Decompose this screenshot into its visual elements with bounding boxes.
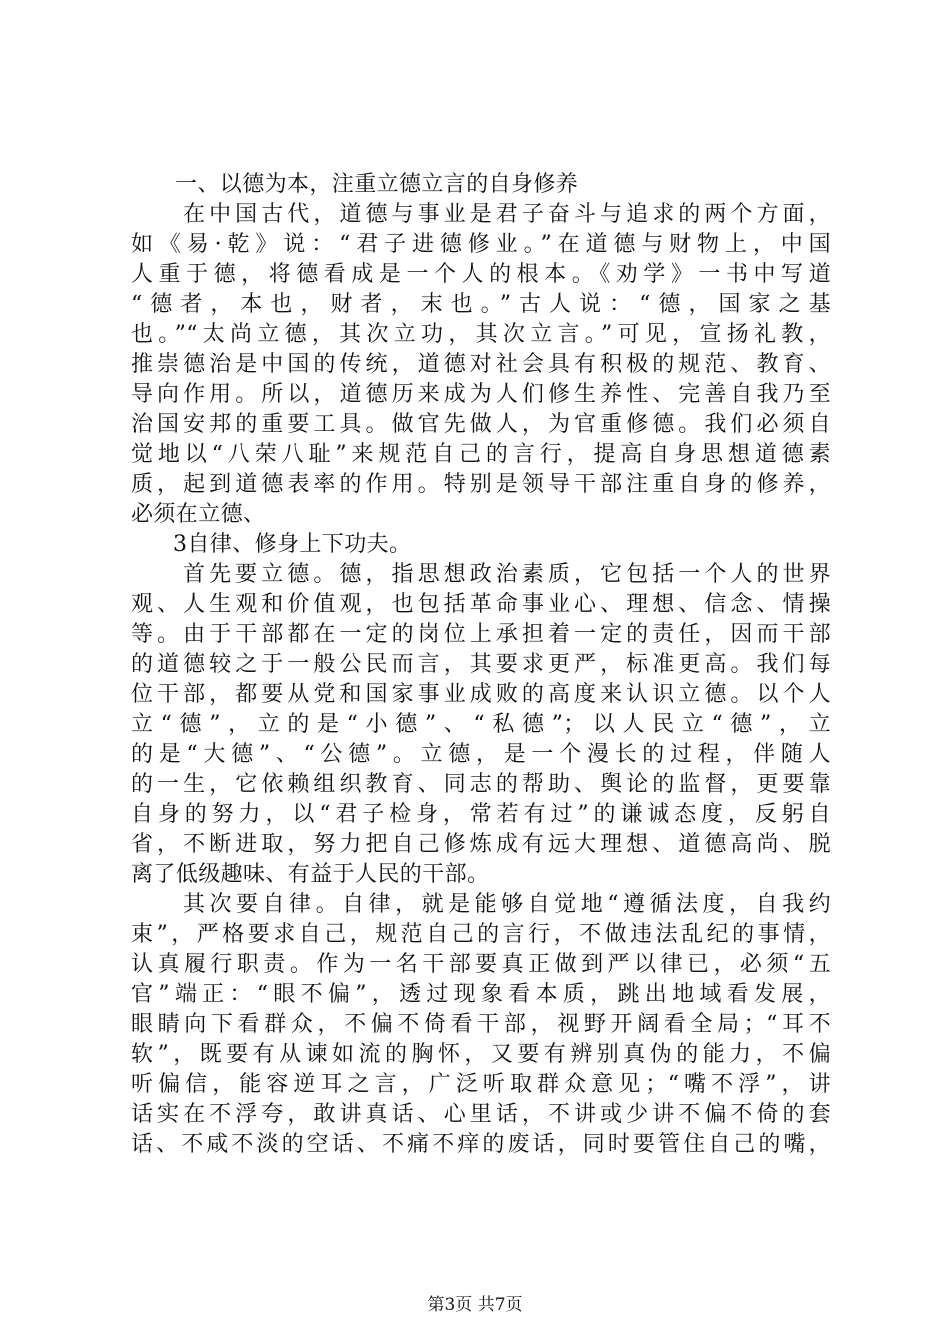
text-line: 必须在立德、 (131, 502, 266, 527)
text-line: 3自律、修身上下功夫。 (173, 532, 412, 557)
text-line: 观、人生观和价值观，也包括革命事业心、理想、信念、情操 (131, 592, 831, 617)
text-line: 推崇德治是中国的传统，道德对社会具有积极的规范、教育、 (131, 352, 831, 377)
text-line: 话、不咸不淡的空话、不痛不痒的废话，同时要管住自己的嘴， (131, 1132, 831, 1157)
text-line: 其次要自律。自律，就是能够自觉地“遵循法度，自我约 (183, 892, 831, 917)
text-line: 的道德较之于一般公民而言，其要求更严，标准更高。我们每 (131, 652, 831, 677)
text-line: 听偏信，能容逆耳之言，广泛听取群众意见；“嘴不浮”，讲 (131, 1072, 831, 1097)
text-line: 在中国古代，道德与事业是君子奋斗与追求的两个方面， (183, 202, 831, 227)
text-line: 首先要立德。德，指思想政治素质，它包括一个人的世界 (183, 562, 831, 587)
section-heading: 一、以德为本，注重立德立言的自身修养 (175, 172, 579, 197)
text-line: 觉地以“八荣八耻”来规范自己的言行，提高自身思想道德素 (131, 442, 831, 467)
text-line: 等。由于干部都在一定的岗位上承担着一定的责任，因而干部 (131, 622, 831, 647)
text-line: 治国安邦的重要工具。做官先做人，为官重修德。我们必须自 (131, 412, 831, 437)
text-line: 人重于德，将德看成是一个人的根本。《劝学》一书中写道 (131, 262, 831, 287)
text-line: 立“德”，立的是“小德”、“私德”；以人民立“德”，立 (131, 712, 831, 737)
page-number-footer: 第3页 共7页 (427, 1295, 523, 1315)
text-line: 离了低级趣味、有益于人民的干部。 (131, 862, 490, 887)
text-line: 位干部，都要从党和国家事业成败的高度来认识立德。以个人 (131, 682, 831, 707)
text-line: 眼睛向下看群众，不偏不倚看干部，视野开阔看全局；“耳不 (131, 1012, 831, 1037)
text-line: 的是“大德”、“公德”。立德，是一个漫长的过程，伴随人 (131, 742, 831, 767)
text-line: 导向作用。所以，道德历来成为人们修生养性、完善自我乃至 (131, 382, 831, 407)
text-line: 如《易·乾》说：“君子进德修业。”在道德与财物上，中国 (131, 232, 831, 257)
text-line: 的一生，它依赖组织教育、同志的帮助、舆论的监督，更要靠 (131, 772, 831, 797)
text-line: 质，起到道德表率的作用。特别是领导干部注重自身的修养， (131, 472, 831, 497)
text-line: 官”端正：“眼不偏”，透过现象看本质，跳出地域看发展， (131, 982, 831, 1007)
text-line: “德者，本也，财者，末也。”古人说：“德，国家之基 (131, 292, 831, 317)
text-line: 软”，既要有从谏如流的胸怀，又要有辨别真伪的能力，不偏 (131, 1042, 831, 1067)
text-line: 自身的努力，以“君子检身，常若有过”的谦诚态度，反躬自 (131, 802, 831, 827)
text-line: 话实在不浮夸，敢讲真话、心里话，不讲或少讲不偏不倚的套 (131, 1102, 831, 1127)
text-line: 认真履行职责。作为一名干部要真正做到严以律已，必须“五 (131, 952, 831, 977)
text-line: 束”，严格要求自己，规范自己的言行，不做违法乱纪的事情， (131, 922, 831, 947)
document-body (131, 170, 831, 1160)
text-line: 也。”“太尚立德，其次立功，其次立言。”可见，宣扬礼教， (131, 322, 831, 347)
text-line: 省，不断进取，努力把自己修炼成有远大理想、道德高尚、脱 (131, 832, 831, 857)
